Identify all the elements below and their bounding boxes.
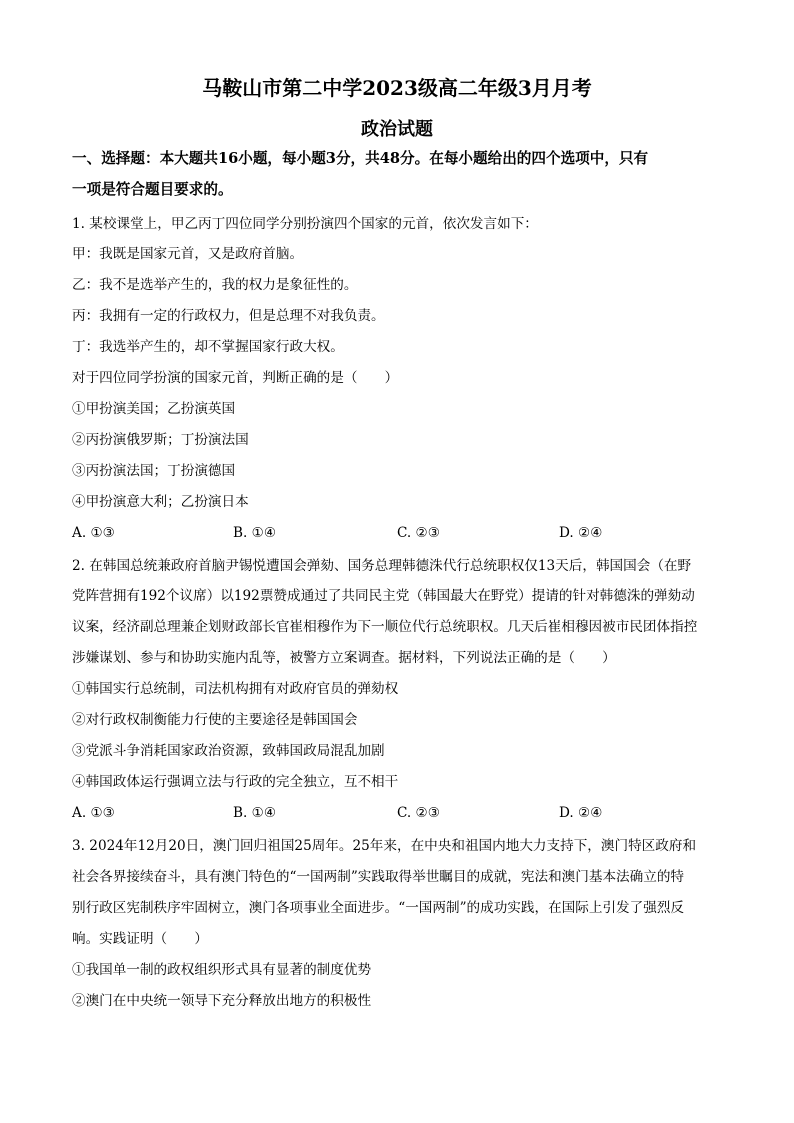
q3-item-2: ②澳门在中央统一领导下充分释放出地方的积极性 [72,993,372,1009]
q3-stem-line-1: 3. 2024年12月20日，澳门回归祖国25周年。25年来，在中央和祖国内地大力支持下，澳门特区政府和 [72,838,697,854]
q1-item-4: ④甲扮演意大利；乙扮演日本 [72,494,249,510]
q1-statement-ding: 丁：我选举产生的，却不掌握国家行政大权。 [72,339,344,355]
q1-statement-bing: 丙：我拥有一定的行政权力，但是总理不对我负责。 [72,308,385,324]
q2-stem-line-4: 涉嫌谋划、参与和协助实施内乱等，被警方立案调查。据材料，下列说法正确的是（ ） [72,650,616,666]
q2-option-d: D. ②④ [559,805,603,821]
q2-item-4: ④韩国政体运行强调立法与行政的完全独立，互不相干 [72,774,399,790]
q1-item-1: ①甲扮演美国；乙扮演英国 [72,401,236,417]
q3-stem-line-4: 响。实践证明（ ） [72,931,208,947]
exam-title: 马鞍山市第二中学2023级高二年级3月月考 [202,76,592,100]
q3-stem-line-3: 别行政区宪制秩序牢固树立，澳门各项事业全面进步。“一国两制”的成功实践，在国际上引发了强烈反 [72,900,685,916]
section-heading-cont: 一项是符合题目要求的。 [72,181,233,198]
subject-title: 政治试题 [361,119,433,140]
q1-stem: 1. 某校课堂上，甲乙丙丁四位同学分别扮演四个国家的元首，依次发言如下： [72,216,538,232]
q1-statement-jia: 甲：我既是国家元首，又是政府首脑。 [72,246,304,262]
q1-question: 对于四位同学扮演的国家元首，判断正确的是（ ） [72,370,399,386]
q2-option-c: C. ②③ [397,805,440,821]
q1-option-b: B. ①④ [233,525,277,541]
q2-stem-line-2: 党阵营拥有192个议席）以192票赞成通过了共同民主党（韩国最大在野党）提请的针对韩德洙的弹劾动 [72,588,695,604]
q2-item-3: ③党派斗争消耗国家政治资源，致韩国政局混乱加剧 [72,743,385,759]
q1-option-d: D. ②④ [559,525,603,541]
q2-option-b: B. ①④ [233,805,277,821]
q1-option-c: C. ②③ [397,525,440,541]
q1-option-a: A. ①③ [72,525,115,541]
q2-item-2: ②对行政权制衡能力行使的主要途径是韩国国会 [72,712,358,728]
q1-statement-yi: 乙：我不是选举产生的，我的权力是象征性的。 [72,277,358,293]
q2-stem-line-3: 议案，经济副总理兼企划财政部长官崔相穆作为下一顺位代行总统职权。几天后崔相穆因被市民团体指控 [72,619,698,635]
q2-item-1: ①韩国实行总统制，司法机构拥有对政府官员的弹劾权 [72,681,399,697]
q3-item-1: ①我国单一制的政权组织形式具有显著的制度优势 [72,962,372,978]
q2-stem-line-1: 2. 在韩国总统兼政府首脑尹锡悦遭国会弹劾、国务总理韩德洙代行总统职权仅13天后，韩国国会（在野 [72,558,692,574]
q2-option-a: A. ①③ [72,805,115,821]
q1-item-3: ③丙扮演法国；丁扮演德国 [72,463,236,479]
section-heading: 一、选择题：本大题共16小题，每小题3分，共48分。在每小题给出的四个选项中，只有 [72,150,649,167]
q3-stem-line-2: 社会各界接续奋斗，具有澳门特色的“一国两制”实践取得举世瞩目的成就，宪法和澳门基本法确立的特 [72,869,685,885]
q1-item-2: ②丙扮演俄罗斯；丁扮演法国 [72,432,249,448]
